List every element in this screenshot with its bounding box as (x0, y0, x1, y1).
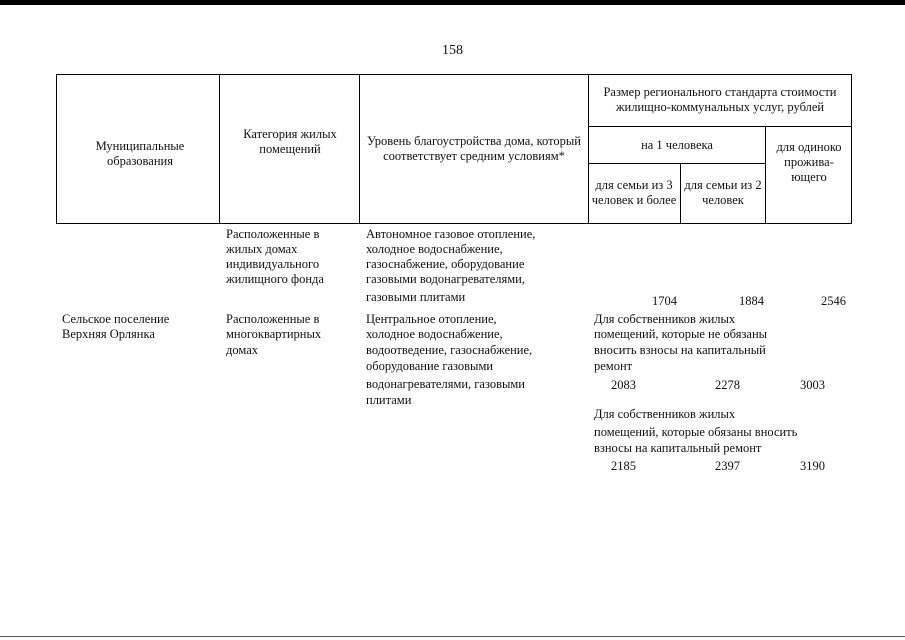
level1-line-4: газовыми водонагревателями, (366, 272, 525, 286)
header-divider-1 (219, 74, 220, 224)
bottom-border (0, 636, 905, 637)
municipality-line-2: Верхняя Орлянка (62, 327, 155, 341)
value1-family2: 1884 (739, 294, 764, 308)
value2-single: 3003 (800, 378, 825, 392)
value3-single: 3190 (800, 459, 825, 473)
header-level: Уровень благоустройства дома, который соответствует средним условиям* (367, 134, 581, 163)
header-divider-4 (765, 126, 766, 224)
header-right-line (851, 74, 852, 224)
header-left-line (56, 74, 57, 224)
table-header (56, 74, 852, 224)
category2-line-1: Расположенные в (226, 312, 320, 326)
note-b-line-3: взносы на капитальный ремонт (594, 441, 762, 455)
value1-single: 2546 (821, 294, 846, 308)
category1-line-1: Расположенные в (226, 227, 320, 241)
value2-family3: 2083 (611, 378, 636, 392)
header-divider-2 (359, 74, 360, 224)
note-a-line-1: Для собственников жилых (594, 312, 736, 326)
level2-line-5: водонагревателями, газовыми (366, 377, 525, 391)
header-divider-5 (680, 163, 681, 224)
level1-line-5: газовыми плитами (366, 290, 466, 304)
level1-line-1: Автономное газовое отопление, (366, 227, 536, 241)
category1-line-3: индивидуального (226, 257, 320, 271)
value2-family2: 2278 (715, 378, 740, 392)
municipality-line-1: Сельское поселение (62, 312, 170, 326)
top-border (0, 0, 905, 5)
category1-line-2: жилых домах (226, 242, 298, 256)
page-number: 158 (442, 43, 463, 58)
header-category: Категория жилых помещений (243, 127, 337, 156)
header-per-person: на 1 человека (641, 137, 713, 152)
level2-line-1: Центральное отопление, (366, 312, 497, 326)
header-per-person-underline (588, 163, 766, 164)
note-b-line-1: Для собственников жилых (594, 407, 736, 421)
header-single: для одиноко прожива-ющего (776, 139, 842, 184)
note-a-line-3: вносить взносы на капитальный (594, 343, 766, 357)
header-top-line (56, 74, 852, 75)
level1-line-3: газоснабжение, оборудование (366, 257, 525, 271)
value1-family3: 1704 (652, 294, 677, 308)
level2-line-6: плитами (366, 393, 412, 407)
note-b-line-2: помещений, которые обязаны вносить (594, 425, 798, 439)
note-a-line-2: помещений, которые не обязаны (594, 327, 768, 341)
header-family2: для семьи из 2 человек (684, 178, 762, 207)
level2-line-3: водоотведение, газоснабжение, (366, 343, 533, 357)
category1-line-4: жилищного фонда (226, 272, 324, 286)
category2-line-2: многоквартирных (226, 327, 322, 341)
header-standard-underline (588, 126, 852, 127)
level1-line-2: холодное водоснабжение, (366, 242, 503, 256)
header-family3: для семьи из 3 человек и более (591, 178, 677, 207)
value3-family2: 2397 (715, 459, 740, 473)
header-municipality: Муниципальные образования (95, 139, 185, 168)
value3-family3: 2185 (611, 459, 636, 473)
level2-line-4: оборудование газовыми (366, 359, 494, 373)
note-a-line-4: ремонт (594, 359, 633, 373)
level2-line-2: холодное водоснабжение, (366, 327, 503, 341)
header-standard: Размер регионального стандарта стоимости жилищно-коммунальных услуг, рублей (603, 85, 837, 114)
header-bottom-line (56, 223, 852, 224)
header-divider-3 (588, 74, 589, 224)
category2-line-3: домах (226, 343, 258, 357)
